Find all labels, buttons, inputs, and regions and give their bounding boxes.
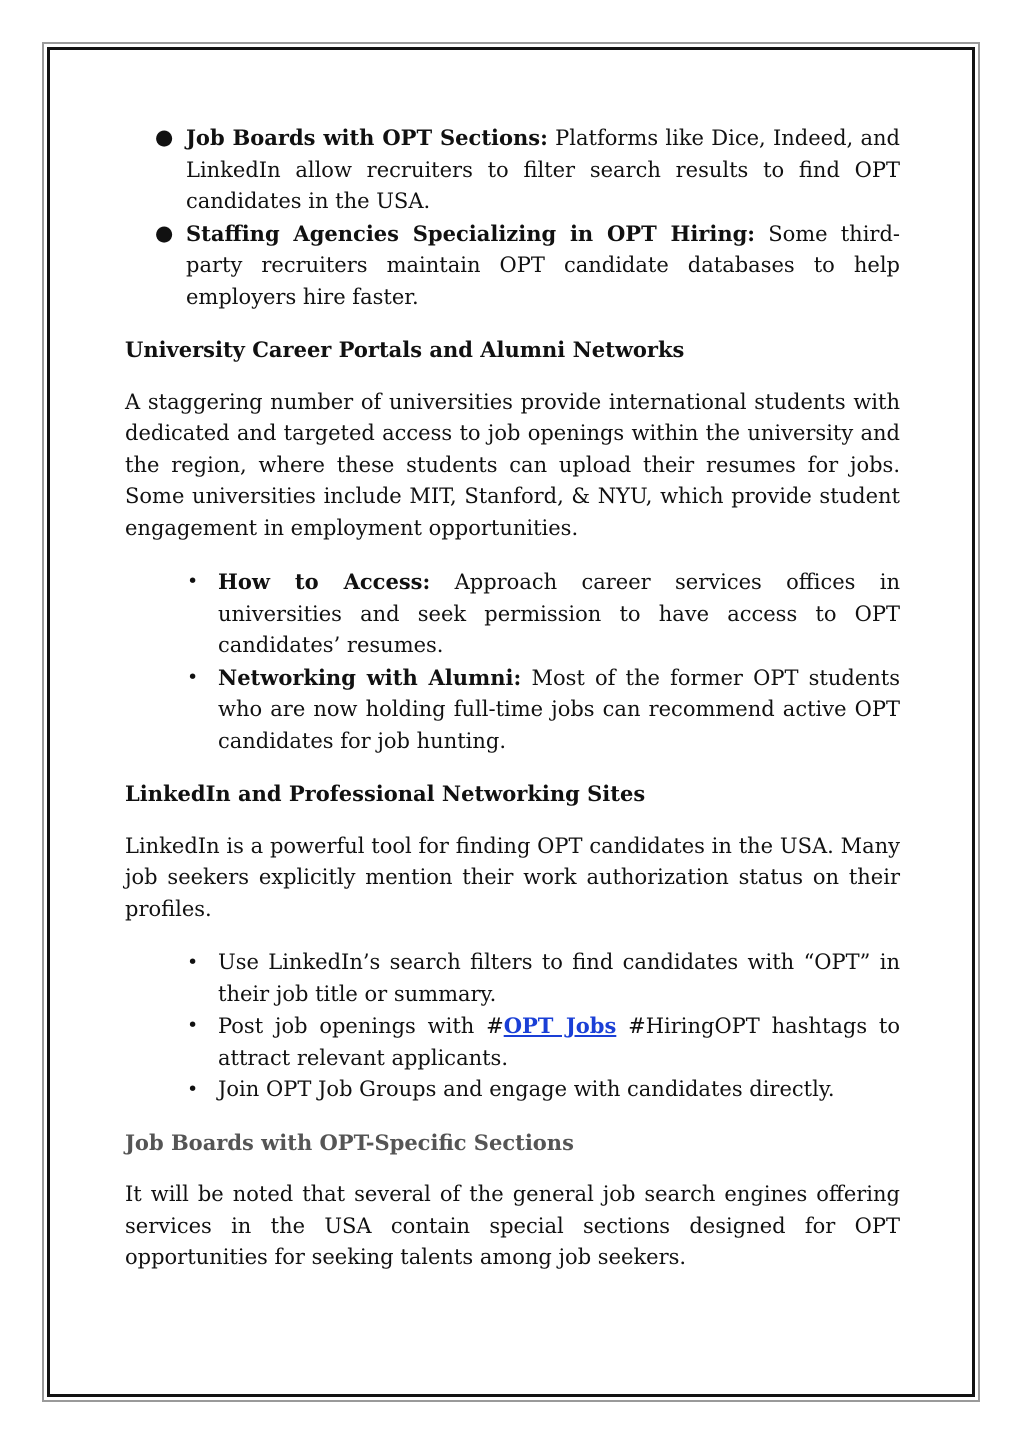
job-boards-paragraph: It will be noted that several of the general job search engines offering services in the USA contain special sections designed for OPT opportunities for seeking talents among job seekers.: [125, 1182, 900, 1269]
bullet-icon: •: [187, 951, 199, 973]
bullet-icon: ●: [155, 125, 174, 149]
bullet-text: Most of the former OPT students who are now holding full-time jobs can recommend active OPT candidates for job hunting.: [218, 665, 900, 753]
opt-jobs-link[interactable]: OPT Jobs: [503, 1013, 617, 1038]
list-item: [187, 662, 900, 758]
linkedin-paragraph: LinkedIn is a powerful tool for finding OPT candidates in the USA. Many job seekers explicitly mention their work authorization status on their profiles.: [125, 833, 900, 921]
linkedin-bullet-list: [187, 947, 900, 1106]
list-item: [187, 566, 900, 662]
bullet-icon: ●: [155, 220, 174, 245]
bullet-lead: Networking with Alumni:: [218, 664, 522, 690]
bullet-lead: How to Access:: [218, 569, 431, 594]
section-heading-job-boards: Job Boards with OPT-Specific Sections: [125, 1129, 574, 1155]
bullet-icon: •: [187, 1014, 199, 1036]
document-content: [125, 122, 900, 1274]
list-item: [187, 1010, 900, 1074]
list-item: [155, 122, 900, 218]
bullet-icon: •: [187, 665, 199, 688]
list-item: [187, 947, 900, 1010]
bullet-text-after-link: #HiringOPT hashtags to attract relevant applicants.: [218, 1014, 901, 1070]
bullet-lead: Staffing Agencies Specializing in OPT Hiring:: [186, 220, 756, 246]
bullet-text: Some third-party recruiters maintain OPT candidate databases to help employers hire faster.: [186, 221, 900, 309]
list-item: [187, 1074, 900, 1106]
section-heading-linkedin: LinkedIn and Professional Networking Sites: [125, 781, 646, 806]
bullet-icon: •: [187, 1078, 199, 1100]
university-paragraph: A staggering number of universities provide international students with dedicated and targeted access to job openings within the university and the region, where these students can upload their resumes for jobs. Some universities include MIT, Stanford, & NYU, which provide student engagement in employment opportunities.: [125, 389, 900, 540]
top-bullet-list: [155, 122, 900, 313]
bullet-text: Platforms like Dice, Indeed, and LinkedIn allow recruiters to filter search results to find OPT candidates in the USA.: [186, 126, 900, 213]
list-item: [155, 218, 900, 314]
section-heading-university: University Career Portals and Alumni Networks: [125, 337, 685, 362]
bullet-text: Join OPT Job Groups and engage with candidates directly.: [218, 1077, 835, 1101]
bullet-text: Use LinkedIn’s search filters to find candidates with “OPT” in their job title or summary.: [218, 950, 900, 1006]
bullet-icon: •: [187, 570, 199, 592]
bullet-text-before-link: Post job openings with #: [218, 1014, 504, 1038]
bullet-lead: Job Boards with OPT Sections:: [186, 125, 548, 150]
bullet-text: Approach career services offices in universities and seek permission to have access to OPT candidates’ resumes.: [218, 570, 900, 657]
university-bullet-list: [187, 566, 900, 757]
